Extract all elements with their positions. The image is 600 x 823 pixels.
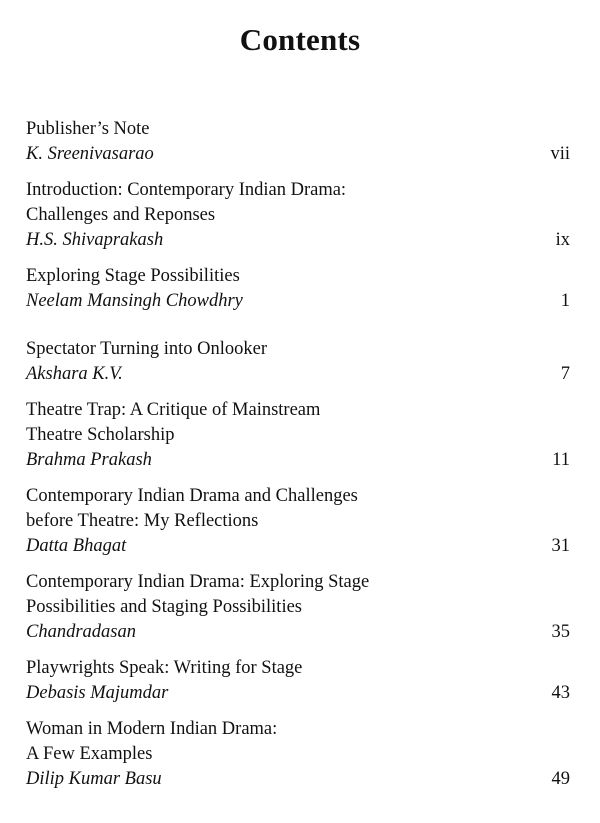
entry-title: Publisher’s Note bbox=[26, 119, 150, 139]
entry-title: Challenges and Reponses bbox=[26, 205, 216, 225]
entry-page-number: ix bbox=[555, 230, 570, 250]
entry-title: Contemporary Indian Drama: Exploring Stage bbox=[26, 572, 370, 592]
entry-title: A Few Examples bbox=[26, 744, 153, 764]
entry-title: Contemporary Indian Drama and Challenges bbox=[26, 486, 358, 506]
entry-author: Brahma Prakash bbox=[26, 450, 152, 470]
toc-entry bbox=[26, 117, 570, 167]
entry-author: Dilip Kumar Basu bbox=[26, 769, 162, 789]
toc-entry bbox=[26, 398, 570, 473]
toc-entry bbox=[26, 264, 570, 314]
toc-entry bbox=[26, 337, 570, 387]
entry-title: Woman in Modern Indian Drama: bbox=[26, 719, 278, 739]
entry-author: H.S. Shivaprakash bbox=[26, 230, 164, 250]
toc-entry bbox=[26, 178, 570, 253]
entry-page-number: 31 bbox=[551, 536, 570, 556]
entry-title: Introduction: Contemporary Indian Drama: bbox=[26, 180, 347, 200]
entry-author: Datta Bhagat bbox=[26, 536, 127, 556]
entry-title: before Theatre: My Reflections bbox=[26, 511, 259, 531]
entry-page-number: 7 bbox=[560, 364, 570, 384]
page-title: Contents bbox=[239, 22, 361, 57]
entry-page-number: 11 bbox=[552, 450, 570, 470]
toc-entry bbox=[26, 656, 570, 706]
entry-author: Debasis Majumdar bbox=[26, 683, 169, 703]
entry-page-number: 49 bbox=[551, 769, 570, 789]
entry-author: K. Sreenivasarao bbox=[26, 144, 154, 164]
entry-title: Possibilities and Staging Possibilities bbox=[26, 597, 302, 617]
entry-title: Exploring Stage Possibilities bbox=[26, 266, 240, 286]
entry-page-number: vii bbox=[550, 144, 570, 164]
entry-author: Neelam Mansingh Chowdhry bbox=[26, 291, 243, 311]
toc-entry bbox=[26, 570, 570, 645]
entry-author: Chandradasan bbox=[26, 622, 136, 642]
toc-entry bbox=[26, 717, 570, 792]
entry-title: Theatre Trap: A Critique of Mainstream bbox=[26, 400, 321, 420]
entry-title: Spectator Turning into Onlooker bbox=[26, 339, 268, 359]
toc-entry bbox=[26, 484, 570, 559]
entry-title: Theatre Scholarship bbox=[26, 425, 175, 445]
entry-title: Playwrights Speak: Writing for Stage bbox=[26, 658, 303, 678]
entry-page-number: 43 bbox=[551, 683, 570, 703]
entry-page-number: 1 bbox=[560, 291, 570, 311]
entry-author: Akshara K.V. bbox=[26, 364, 123, 384]
entry-page-number: 35 bbox=[551, 622, 570, 642]
